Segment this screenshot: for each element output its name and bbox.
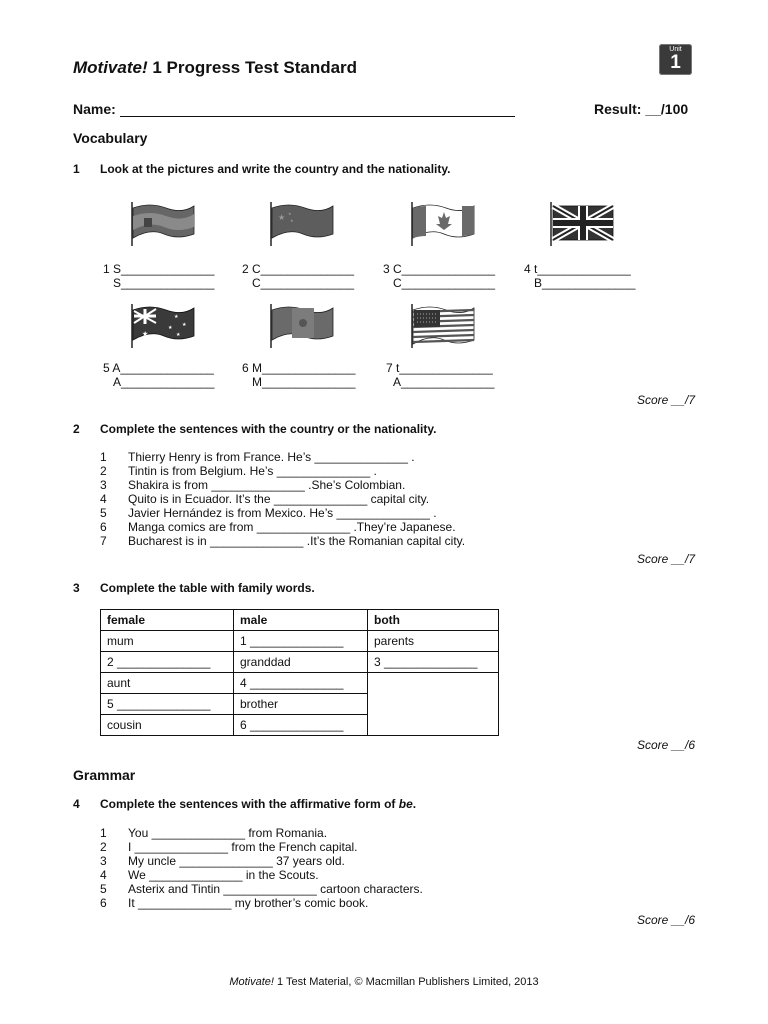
q4-instruction-pre: Complete the sentences with the affirmative form of bbox=[100, 797, 399, 811]
q2-item-1-number: 1 bbox=[100, 450, 107, 464]
result-label: Result: __/100 bbox=[594, 101, 689, 117]
q2-item-6-number: 6 bbox=[100, 520, 107, 534]
flag-2-line-2[interactable]: C______________ bbox=[252, 276, 355, 290]
table-cell-blank[interactable]: 2 ______________ bbox=[101, 652, 234, 673]
unit-badge bbox=[659, 44, 692, 75]
q4-item-5-text[interactable]: Asterix and Tintin ______________ cartoon characters. bbox=[128, 882, 423, 896]
table-cell-blank[interactable]: 5 ______________ bbox=[101, 694, 234, 715]
flag-7-line-1[interactable]: 7 t______________ bbox=[386, 361, 493, 375]
score-q3: Score __/6 bbox=[636, 738, 695, 752]
table-cell: cousin bbox=[101, 715, 234, 736]
table-row bbox=[101, 631, 499, 652]
table-cell-blank[interactable]: 1 ______________ bbox=[234, 631, 368, 652]
q2-item-6-text[interactable]: Manga comics are from ______________ .They’re Japanese. bbox=[128, 520, 456, 534]
q2-item-2-text[interactable]: Tintin is from Belgium. He’s ______________ . bbox=[128, 464, 377, 478]
flag-7-line-2[interactable]: A______________ bbox=[393, 375, 495, 389]
flag-5-line-2[interactable]: A______________ bbox=[113, 375, 215, 389]
q4-item-4-text[interactable]: We ______________ in the Scouts. bbox=[128, 868, 319, 882]
title-italic: Motivate! bbox=[73, 58, 148, 77]
question-3-number: 3 bbox=[73, 581, 80, 595]
footer bbox=[0, 976, 768, 988]
table-row bbox=[101, 652, 499, 673]
table-row bbox=[101, 673, 499, 694]
q4-item-4-number: 4 bbox=[100, 868, 107, 882]
header-male: male bbox=[234, 610, 368, 631]
flag-3-line-1[interactable]: 3 C______________ bbox=[383, 262, 496, 276]
table-cell-empty bbox=[368, 673, 499, 736]
q4-item-2-text[interactable]: I ______________ from the French capital. bbox=[128, 840, 358, 854]
q4-item-6-text[interactable]: It ______________ my brother’s comic book. bbox=[128, 896, 369, 910]
q4-item-3-number: 3 bbox=[100, 854, 107, 868]
flag-6-line-2[interactable]: M______________ bbox=[252, 375, 356, 389]
table-cell-blank[interactable]: 6 ______________ bbox=[234, 715, 368, 736]
family-words-table bbox=[100, 609, 499, 736]
q2-item-3-text[interactable]: Shakira is from ______________ .She’s Colombian. bbox=[128, 478, 406, 492]
svg-text:★: ★ bbox=[290, 218, 294, 223]
name-field[interactable] bbox=[120, 116, 515, 117]
question-1-instruction: Look at the pictures and write the country and the nationality. bbox=[100, 162, 451, 176]
unit-label: Unit bbox=[669, 46, 682, 53]
question-2-instruction: Complete the sentences with the country or the nationality. bbox=[100, 422, 437, 436]
canada-flag-icon bbox=[408, 200, 478, 248]
footer-text: 1 Test Material, © Macmillan Publishers Limited, 2013 bbox=[273, 976, 539, 988]
unit-number: 1 bbox=[670, 52, 681, 73]
q4-item-2-number: 2 bbox=[100, 840, 107, 854]
uk-flag-icon bbox=[547, 200, 617, 248]
mexico-flag-icon bbox=[267, 302, 337, 350]
svg-text:★: ★ bbox=[142, 330, 149, 338]
table-cell-blank[interactable]: 4 ______________ bbox=[234, 673, 368, 694]
china-flag-icon bbox=[267, 200, 337, 248]
svg-text:★: ★ bbox=[174, 314, 179, 320]
q2-item-7-text[interactable]: Bucharest is in ______________ .It’s the Romanian capital city. bbox=[128, 534, 466, 548]
score-q4: Score __/6 bbox=[636, 913, 695, 927]
score-q1: Score __/7 bbox=[636, 393, 695, 407]
table-cell-blank[interactable]: 3 ______________ bbox=[368, 652, 499, 673]
svg-text:★: ★ bbox=[176, 332, 181, 338]
name-label: Name: bbox=[73, 101, 116, 117]
vocabulary-heading: Vocabulary bbox=[73, 130, 148, 146]
q4-instruction-post: . bbox=[412, 797, 417, 811]
flag-4-line-2[interactable]: B______________ bbox=[534, 276, 636, 290]
flag-6-line-1[interactable]: 6 M______________ bbox=[242, 361, 356, 375]
table-cell: parents bbox=[368, 631, 499, 652]
q2-item-2-number: 2 bbox=[100, 464, 107, 478]
q4-item-1-text[interactable]: You ______________ from Romania. bbox=[128, 826, 328, 840]
svg-text:★: ★ bbox=[182, 322, 187, 328]
flag-1-line-1[interactable]: 1 S______________ bbox=[103, 262, 215, 276]
footer-italic: Motivate! bbox=[229, 976, 274, 988]
q2-item-4-number: 4 bbox=[100, 492, 107, 506]
table-header-row bbox=[101, 610, 499, 631]
usa-flag-icon bbox=[408, 302, 478, 350]
q2-item-7-number: 7 bbox=[100, 534, 107, 548]
q4-item-6-number: 6 bbox=[100, 896, 107, 910]
score-q2: Score __/7 bbox=[636, 552, 695, 566]
question-1-number: 1 bbox=[73, 162, 80, 176]
table-cell: aunt bbox=[101, 673, 234, 694]
header-both: both bbox=[368, 610, 499, 631]
svg-text:★: ★ bbox=[278, 213, 286, 222]
q4-item-1-number: 1 bbox=[100, 826, 107, 840]
question-4-number: 4 bbox=[73, 797, 80, 811]
table-cell: mum bbox=[101, 631, 234, 652]
question-4-instruction bbox=[100, 797, 416, 811]
flag-5-line-1[interactable]: 5 A______________ bbox=[103, 361, 214, 375]
header-female: female bbox=[101, 610, 234, 631]
svg-text:★: ★ bbox=[288, 211, 292, 216]
q2-item-5-number: 5 bbox=[100, 506, 107, 520]
australia-flag-icon bbox=[128, 302, 198, 350]
q4-item-3-text[interactable]: My uncle ______________ 37 years old. bbox=[128, 854, 345, 868]
flag-1-line-2[interactable]: S______________ bbox=[113, 276, 215, 290]
question-3-instruction: Complete the table with family words. bbox=[100, 581, 315, 595]
q4-item-5-number: 5 bbox=[100, 882, 107, 896]
table-cell: brother bbox=[234, 694, 368, 715]
q2-item-3-number: 3 bbox=[100, 478, 107, 492]
page-title bbox=[73, 58, 357, 78]
q4-instruction-emphasis: be bbox=[398, 797, 413, 811]
spain-flag-icon bbox=[128, 200, 198, 248]
table-cell: granddad bbox=[234, 652, 368, 673]
svg-text:★: ★ bbox=[168, 325, 173, 331]
title-rest: 1 Progress Test Standard bbox=[147, 58, 358, 77]
q2-item-5-text[interactable]: Javier Hernández is from Mexico. He’s ______________ . bbox=[128, 506, 437, 520]
question-2-number: 2 bbox=[73, 422, 80, 436]
flag-2-line-1[interactable]: 2 C______________ bbox=[242, 262, 355, 276]
grammar-heading: Grammar bbox=[73, 767, 136, 783]
flag-4-line-1[interactable]: 4 t______________ bbox=[524, 262, 631, 276]
flag-3-line-2[interactable]: C______________ bbox=[393, 276, 496, 290]
q2-item-4-text[interactable]: Quito is in Ecuador. It’s the ______________ capital city. bbox=[128, 492, 430, 506]
q2-item-1-text[interactable]: Thierry Henry is from France. He’s ______________ . bbox=[128, 450, 415, 464]
